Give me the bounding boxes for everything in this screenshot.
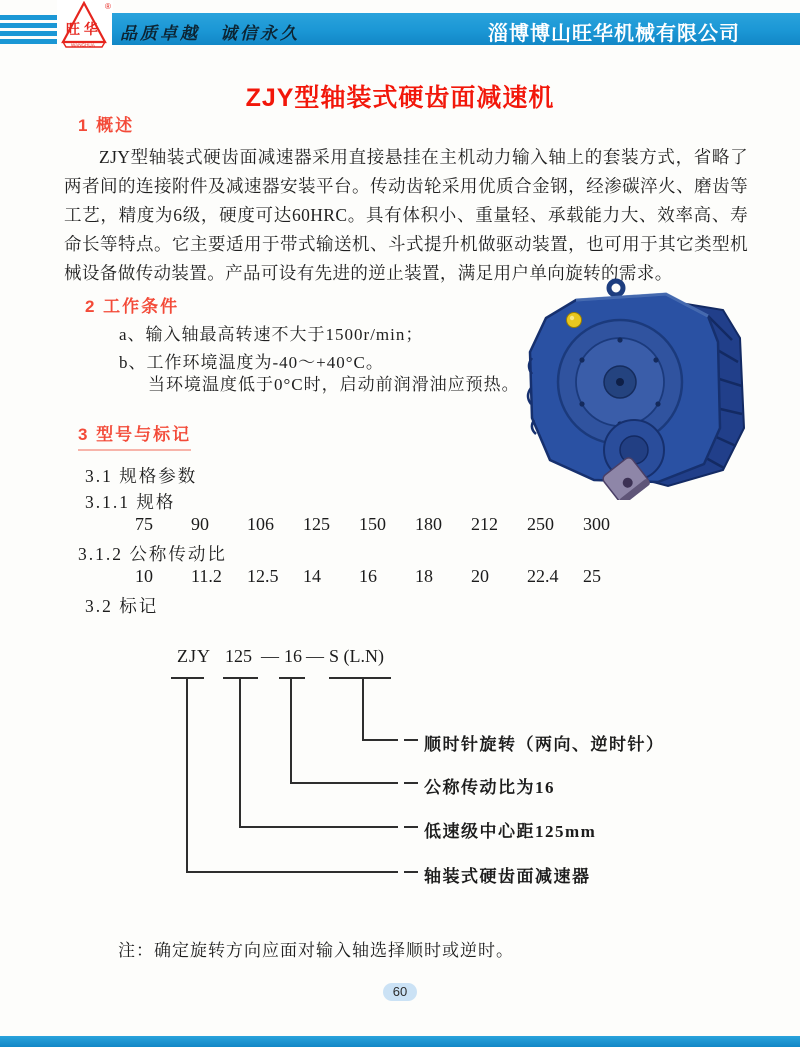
spec-values-row (135, 514, 639, 535)
ratio-value: 20 (471, 566, 489, 586)
spec-params-subheading: 3.1 规格参数 (85, 466, 198, 486)
stripe (0, 39, 57, 44)
marking-center-code: 125 (225, 646, 252, 666)
marking-dash: — (306, 646, 324, 666)
ratio-values-row (135, 566, 639, 587)
spec-value: 150 (359, 514, 386, 534)
spec-value: 90 (191, 514, 209, 534)
section-3-heading: 3 型号与标记 (78, 420, 191, 451)
page-title: ZJY型轴装式硬齿面减速机 (245, 84, 555, 112)
spec-subheading: 3.1.1 规格 (85, 492, 176, 512)
underline-ratio (279, 677, 305, 679)
stripe (0, 23, 57, 28)
wanghua-logo-icon (60, 1, 112, 49)
marking-label-ratio: 公称传动比为16 (424, 778, 555, 797)
connector-line (186, 677, 188, 873)
quality-slogan: 品质卓越 诚信永久 (120, 24, 300, 43)
condition-item-a: a、输入轴最高转速不大于1500r/min； (119, 325, 424, 344)
ratio-value: 18 (415, 566, 433, 586)
marking-label-center: 低速级中心距125mm (424, 822, 597, 841)
ratio-value: 25 (583, 566, 601, 586)
logo-latin-text: WANGHUA (71, 42, 95, 48)
stripe (0, 15, 57, 20)
marking-ratio-code: 16 (284, 646, 302, 666)
ratio-value: 12.5 (247, 566, 279, 586)
rotation-note: 注：确定旋转方向应面对输入轴选择顺时或逆时。 (118, 941, 514, 960)
ratio-value: 10 (135, 566, 153, 586)
spec-value: 75 (135, 514, 153, 534)
ratio-value: 16 (359, 566, 377, 586)
marking-dash: — (261, 646, 279, 666)
connector-line (239, 826, 398, 828)
connector-line (290, 677, 292, 784)
spec-value: 300 (583, 514, 610, 534)
ratio-subheading: 3.1.2 公称传动比 (78, 544, 227, 564)
connector-line (239, 677, 241, 828)
connector-line (362, 739, 398, 741)
section-2-heading: 2 工作条件 (85, 297, 180, 316)
underline-rotation (329, 677, 391, 679)
spec-value: 125 (303, 514, 330, 534)
connector-dash (404, 782, 418, 784)
page-number-badge: 60 (383, 983, 417, 1001)
breather-plug-icon (567, 313, 582, 328)
marking-label-rotation: 顺时针旋转（两向、逆时针） (424, 735, 665, 754)
connector-dash (404, 826, 418, 828)
gear-reducer-photo (518, 278, 768, 500)
connector-dash (404, 739, 418, 741)
marking-model-code: ZJY (177, 646, 211, 666)
spec-value: 180 (415, 514, 442, 534)
lifting-eye-icon (609, 281, 623, 295)
condition-item-b: b、工作环境温度为-40～+40°C。 (119, 353, 384, 372)
spec-value: 212 (471, 514, 498, 534)
ratio-value: 14 (303, 566, 321, 586)
stripe (0, 31, 57, 36)
marking-subheading: 3.2 标记 (85, 596, 159, 616)
registered-icon: ® (105, 2, 111, 11)
connector-line (290, 782, 398, 784)
connector-line (186, 871, 398, 873)
marking-label-model: 轴装式硬齿面减速器 (424, 867, 591, 886)
marking-rotation-code: S (L.N) (329, 646, 384, 666)
ratio-value: 22.4 (527, 566, 559, 586)
ratio-value: 11.2 (191, 566, 222, 586)
footer-bar (0, 1036, 800, 1047)
connector-dash (404, 871, 418, 873)
company-name: 淄博博山旺华机械有限公司 (488, 23, 740, 45)
section-1-paragraph: ZJY型轴装式硬齿面减速器采用直接悬挂在主机动力输入轴上的套装方式，省略了两者间的连接附件及减速器安装平台。传动齿轮采用优质合金钢，经渗碳淬火、磨齿等工艺，精度为6级，硬度可达60HRC。具有体积小、重量轻、承载能力大、效率高、寿命长等特点。它主要适用于带式输送机、斗式提升机做驱动装置，也可用于其它类型机械设备做传动装置。产品可设有先进的逆止装置，满足用户单向旋转的需求。 (64, 147, 748, 283)
connector-line (362, 677, 364, 741)
section-1-heading: 1 概述 (78, 116, 135, 135)
spec-value: 106 (247, 514, 274, 534)
logo-cn-text: 旺 华 (66, 21, 98, 37)
spec-value: 250 (527, 514, 554, 534)
condition-item-b-note: 当环境温度低于0°C时，启动前润滑油应预热。 (148, 375, 520, 394)
